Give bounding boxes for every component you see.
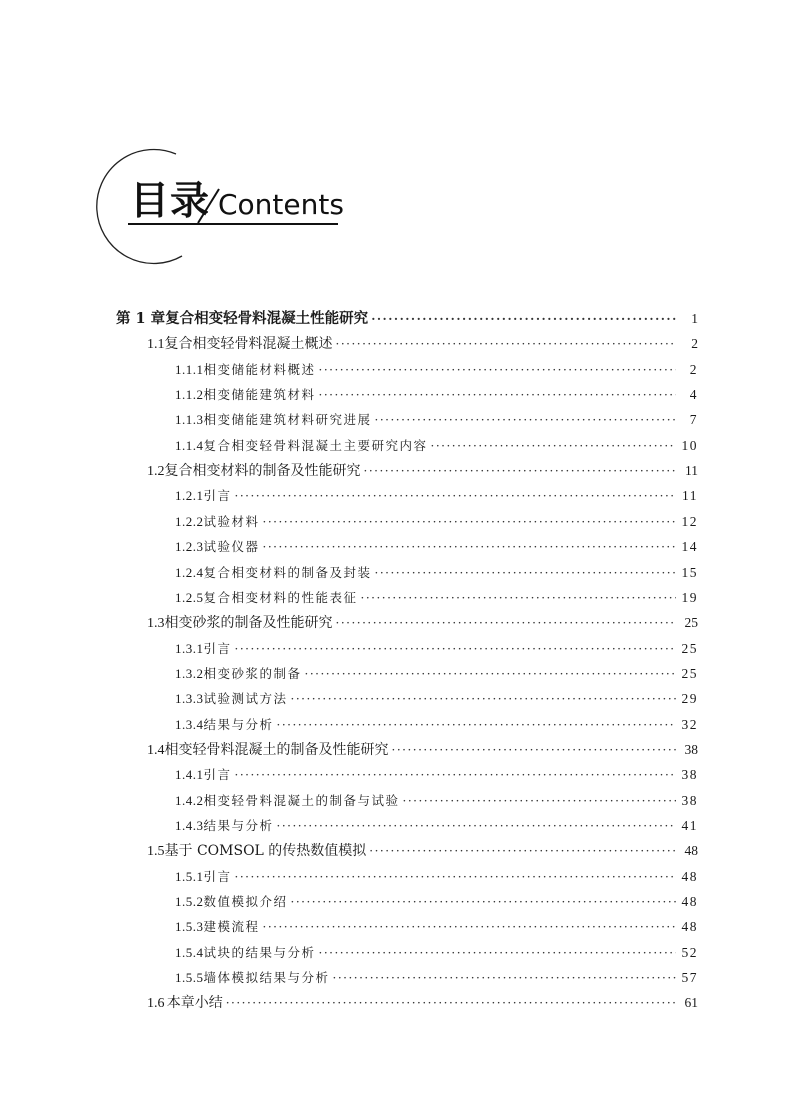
toc-leader-dots [364, 458, 677, 484]
toc-page-number: 11 [685, 463, 698, 479]
toc-page-number: 19 [681, 589, 698, 605]
toc-page-number: 25 [684, 615, 698, 631]
toc-page-number: 11 [682, 488, 698, 504]
toc-section[interactable] [147, 838, 698, 864]
toc-number: 1.2.1 [175, 488, 204, 504]
toc-subsection[interactable] [175, 433, 698, 459]
toc-number: 1.3.3 [175, 691, 204, 707]
toc-title: 结果与分析 [203, 818, 274, 833]
toc-leader-dots [291, 686, 676, 712]
toc-leader-dots [403, 788, 676, 814]
contents-header [0, 0, 799, 300]
toc-page-number: 2 [689, 361, 698, 377]
toc-leader-dots [277, 712, 676, 738]
toc-title: 复合相变材料的制备及封装 [203, 564, 372, 580]
toc-subsection[interactable] [175, 407, 698, 433]
toc-subsection[interactable] [175, 560, 698, 586]
toc-page-number: 57 [681, 970, 698, 986]
toc-page-number: 7 [689, 412, 698, 428]
toc-section[interactable] [147, 610, 698, 636]
toc-number: 第 1 章 [116, 310, 166, 327]
toc-subsection[interactable] [175, 813, 698, 839]
toc-number: 1.2.5 [175, 589, 204, 605]
toc-leader-dots [277, 813, 676, 839]
toc-section[interactable] [147, 331, 698, 357]
toc-title: 复合相变轻骨料混凝土性能研究 [165, 310, 369, 327]
toc-leader-dots [371, 306, 676, 332]
toc-page-number: 2 [691, 336, 698, 352]
toc-title: 相变轻骨料混凝土的制备与试验 [203, 792, 400, 808]
toc-subsection[interactable] [175, 712, 698, 738]
toc-leader-dots [319, 382, 676, 408]
toc-subsection[interactable] [175, 483, 698, 509]
toc-title: 本章小结 [166, 995, 223, 1012]
toc-number: 1.3.4 [175, 716, 204, 732]
toc-number: 1.1.4 [175, 437, 204, 453]
toc-subsection[interactable] [175, 889, 698, 915]
toc-subsection[interactable] [175, 661, 698, 687]
toc-leader-dots [305, 661, 676, 687]
toc-leader-dots [375, 407, 676, 433]
toc-title: 相变砂浆的制备 [203, 665, 302, 681]
toc-page-number: 52 [681, 944, 698, 960]
toc-subsection[interactable] [175, 864, 698, 890]
toc-page-number: 25 [681, 665, 698, 681]
toc-page-number: 48 [681, 919, 698, 935]
toc-number: 1.3.2 [175, 665, 204, 681]
toc-leader-dots [361, 585, 676, 611]
toc-title: 相变砂浆的制备及性能研究 [164, 615, 333, 632]
toc-subsection[interactable] [175, 382, 698, 408]
toc-subsection[interactable] [175, 357, 698, 383]
toc-title: 复合相变材料的性能表征 [203, 589, 358, 605]
toc-title: 试验测试方法 [203, 691, 288, 707]
toc-title: 相变储能建筑材料 [203, 387, 316, 403]
toc-number: 1.1.1 [175, 361, 204, 377]
toc-number: 1.2.3 [175, 539, 204, 555]
toc-number: 1.4 [147, 742, 165, 758]
toc-leader-dots [235, 864, 676, 890]
toc-subsection[interactable] [175, 762, 698, 788]
toc-page-number: 48 [681, 894, 698, 910]
toc-number: 1.4.2 [175, 792, 204, 808]
toc-number: 1.1 [147, 337, 165, 353]
toc-page-number: 4 [689, 387, 698, 403]
toc-subsection[interactable] [175, 965, 698, 991]
toc-section[interactable] [147, 458, 698, 484]
toc-page-number: 38 [681, 767, 698, 783]
toc-title: 引言 [203, 868, 232, 884]
toc-section[interactable] [147, 990, 698, 1016]
toc-leader-dots [291, 889, 676, 915]
toc-number: 1.5.2 [175, 894, 204, 910]
toc-title: 相变储能材料概述 [203, 361, 316, 377]
toc-chapter[interactable] [116, 306, 698, 332]
toc-title: 墙体模拟结果与分析 [203, 970, 330, 986]
toc-leader-dots [431, 433, 676, 459]
toc-number: 1.6 [147, 996, 165, 1012]
toc-subsection[interactable] [175, 788, 698, 814]
toc-leader-dots [226, 990, 676, 1016]
toc-leader-dots [235, 483, 676, 509]
toc-number: 1.4.1 [175, 767, 204, 783]
toc-page-number: 48 [681, 868, 698, 884]
toc-leader-dots [336, 331, 677, 357]
page-title-english: Contents [218, 188, 344, 221]
toc-leader-dots [369, 838, 676, 864]
toc-title: 引言 [203, 488, 232, 504]
page-title: 目录 [130, 179, 211, 224]
toc-page-number: 15 [681, 564, 698, 580]
toc-number: 1.2.2 [175, 513, 204, 529]
toc-number: 1.1.2 [175, 387, 204, 403]
toc-title: 基于 COMSOL 的传热数值模拟 [164, 843, 367, 860]
toc-page-number: 41 [681, 818, 698, 833]
toc-title: 引言 [203, 640, 232, 656]
toc-leader-dots [263, 534, 676, 560]
toc-leader-dots [333, 965, 676, 991]
toc-subsection[interactable] [175, 534, 698, 560]
toc-page-number: 32 [681, 716, 698, 732]
toc-title: 复合相变材料的制备及性能研究 [164, 463, 361, 480]
toc-number: 1.1.3 [175, 412, 204, 428]
toc-title: 相变轻骨料混凝土的制备及性能研究 [164, 741, 389, 758]
toc-leader-dots [235, 636, 676, 662]
toc-title: 数值模拟介绍 [203, 894, 288, 910]
toc-title: 相变储能建筑材料研究进展 [203, 412, 372, 428]
toc-page-number: 25 [681, 640, 698, 656]
toc-title: 复合相变轻骨料混凝土主要研究内容 [203, 437, 428, 453]
toc-leader-dots [336, 610, 677, 636]
toc-leader-dots [235, 762, 676, 788]
toc-number: 1.5 [147, 844, 165, 860]
toc-title: 建模流程 [203, 919, 260, 935]
toc-page-number: 38 [684, 741, 698, 757]
toc-number: 1.3 [147, 616, 165, 632]
toc-number: 1.3.1 [175, 640, 204, 656]
toc-page-number: 61 [684, 995, 698, 1011]
toc-title: 试验材料 [203, 513, 260, 529]
toc-title: 结果与分析 [203, 716, 274, 732]
toc-number: 1.5.4 [175, 944, 204, 960]
toc-number: 1.2 [147, 464, 165, 480]
toc-subsection[interactable] [175, 509, 698, 535]
toc-title: 试块的结果与分析 [203, 944, 316, 960]
toc-title: 引言 [203, 767, 232, 783]
toc-page-number: 14 [681, 539, 698, 555]
header-decoration [0, 0, 799, 300]
toc-page-number: 29 [681, 691, 698, 707]
toc-number: 1.5.5 [175, 970, 204, 986]
toc-subsection[interactable] [175, 585, 698, 611]
toc-page-number: 12 [681, 513, 698, 529]
toc-number: 1.5.1 [175, 868, 204, 884]
toc-page-number: 10 [681, 437, 698, 453]
toc-title: 试验仪器 [203, 539, 260, 555]
toc-page-number: 48 [684, 843, 698, 859]
toc-number: 1.5.3 [175, 919, 204, 935]
toc-leader-dots [319, 357, 676, 383]
toc-leader-dots [263, 914, 676, 940]
toc-subsection[interactable] [175, 914, 698, 940]
toc-leader-dots [392, 737, 677, 763]
toc-page-number: 1 [691, 311, 698, 326]
toc-subsection[interactable] [175, 636, 698, 662]
toc-leader-dots [263, 509, 676, 535]
toc-section[interactable] [147, 737, 698, 763]
toc-title: 复合相变轻骨料混凝土概述 [164, 336, 333, 353]
toc-subsection[interactable] [175, 686, 698, 712]
toc-number: 1.2.4 [175, 564, 204, 580]
toc-subsection[interactable] [175, 940, 698, 966]
toc-leader-dots [319, 940, 676, 966]
toc-page-number: 38 [681, 792, 698, 808]
toc-leader-dots [375, 560, 676, 586]
toc-number: 1.4.3 [175, 818, 204, 833]
